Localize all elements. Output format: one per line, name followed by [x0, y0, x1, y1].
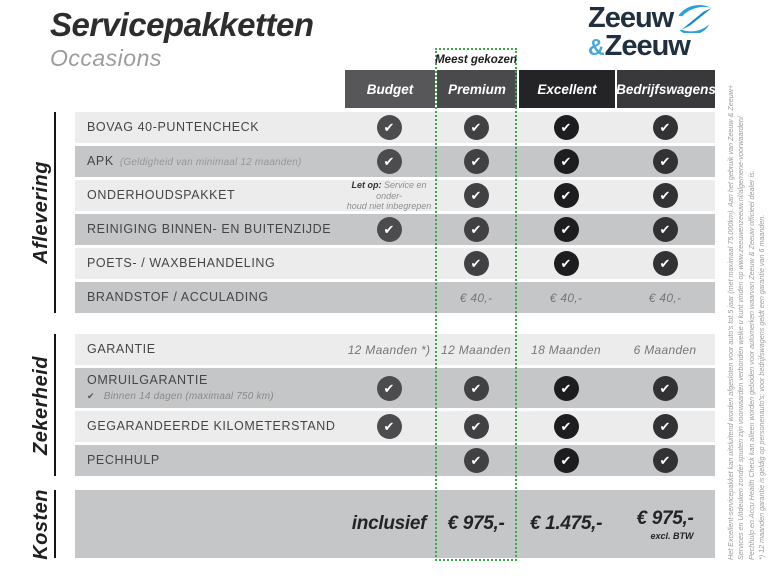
check-icon: ✔: [653, 183, 678, 208]
row-label-subnote: Binnen 14 dagen (maximaal 750 km): [103, 390, 274, 402]
meest-gekozen-badge: [435, 49, 517, 71]
disclaimer-line: Het Excellent-servicepakket kan uitsluitend worden afgesloten voor auto's tot 5 jaar (met maximaal 75.000km). Aan het gebruik van Zeeuw & Zeeuw+: [726, 84, 735, 560]
check-icon: ✔: [554, 217, 579, 242]
check-icon: ✔: [377, 217, 402, 242]
check-icon: ✔: [554, 376, 579, 401]
garantie-value: 6 Maanden: [633, 342, 697, 357]
logo-line-1: [588, 2, 715, 34]
disclaimer-line: Services en Uitdeuken zonder spuiten zijn voorwaarden verbonden welke u kunt vinden op www.zeeuwenzeeuw.nl/algemene-voorwaarden/: [736, 116, 746, 560]
check-icon: ✔: [554, 149, 579, 174]
price-value: € 40,-: [549, 290, 583, 305]
check-icon: ✔: [464, 448, 489, 473]
column-header-budget: Budget: [345, 70, 435, 108]
meest-gekozen-label: Meest gekozen: [435, 54, 517, 66]
z-swoosh-icon: [675, 3, 715, 33]
table-row-garantie: [75, 334, 715, 365]
garantie-value: 12 Maanden: [441, 342, 511, 357]
column-header-excellent: Excellent: [519, 70, 615, 108]
section-marker-zekerheid: [28, 334, 56, 476]
check-icon: ✔: [554, 115, 579, 140]
logo-word-zeeuw: Zeeuw: [588, 2, 674, 34]
logo-word-zeeuw-2: Zeeuw: [604, 30, 690, 62]
table-row-omruilgarantie: [75, 368, 715, 408]
row-label: PECHHULP: [87, 453, 160, 467]
row-label: APK: [87, 153, 114, 168]
check-icon: ✔: [377, 414, 402, 439]
check-icon: ✔: [87, 390, 95, 401]
check-icon: ✔: [464, 149, 489, 174]
logo-line-2: [588, 30, 715, 62]
section-marker-kosten: [28, 490, 56, 558]
table-row-reiniging: [75, 214, 715, 245]
page-title: Servicepakketten: [50, 6, 314, 43]
column-header-premium: Premium: [437, 70, 517, 108]
table-row-gegarandeerde-kilometerstand: [75, 411, 715, 442]
table-row-poets-waxbehandeling: [75, 248, 715, 279]
table-row-kosten: [75, 490, 715, 558]
garantie-value: 18 Maanden: [531, 342, 601, 357]
check-icon: ✔: [554, 414, 579, 439]
row-label: BRANDSTOF / ACCULADING: [87, 290, 269, 304]
check-icon: ✔: [653, 448, 678, 473]
check-icon: ✔: [653, 251, 678, 276]
row-label: BOVAG 40-PUNTENCHECK: [87, 120, 260, 134]
table-row-onderhoudspakket: [75, 180, 715, 211]
kosten-excellent: € 1.475,-: [529, 513, 603, 534]
row-label: GARANTIE: [87, 342, 156, 356]
page-subtitle: Occasions: [50, 45, 162, 71]
row-label: REINIGING BINNEN- EN BUITENZIJDE: [87, 222, 332, 236]
table-row-pechhulp: [75, 445, 715, 476]
check-icon: ✔: [653, 414, 678, 439]
check-icon: ✔: [464, 376, 489, 401]
row-label: GEGARANDEERDE KILOMETERSTAND: [87, 419, 336, 433]
logo-ampersand: &: [588, 34, 604, 60]
row-label-note: (Geldigheid van minimaal 12 maanden): [119, 156, 302, 168]
garantie-value: 12 Maanden *): [347, 342, 431, 357]
kosten-budget: inclusief: [351, 513, 427, 534]
title-block: [50, 6, 314, 72]
kosten-premium: € 975,-: [447, 513, 505, 534]
section-marker-aflevering: [28, 112, 56, 313]
row-label: POETS- / WAXBEHANDELING: [87, 256, 276, 270]
table-row-brandstof-acculading: [75, 282, 715, 313]
column-header-bedrijfswagens: Bedrijfswagens: [617, 70, 715, 108]
check-icon: ✔: [554, 448, 579, 473]
table-header-row: [75, 70, 715, 108]
check-icon: ✔: [464, 217, 489, 242]
section-label: Zekerheid: [29, 355, 52, 455]
section-label: Aflevering: [29, 161, 52, 264]
table-row-apk: [75, 146, 715, 177]
check-icon: ✔: [554, 251, 579, 276]
check-icon: ✔: [377, 376, 402, 401]
legal-disclaimer: [726, 60, 768, 560]
zeeuw-en-zeeuw-logo: [588, 2, 715, 62]
price-value: € 40,-: [459, 290, 493, 305]
check-icon: ✔: [464, 251, 489, 276]
disclaimer-line: *) 12 maanden garantie is geldig op personenauto's; voor bedrijfswagens geldt een garantie van 6 maanden.: [757, 214, 767, 560]
row-label: OMRUILGARANTIE: [87, 372, 208, 387]
check-icon: ✔: [464, 115, 489, 140]
header-spacer: [75, 70, 343, 108]
disclaimer-line: Pechhulp en Accu Health Check kan alleen worden geboden voor automerken waarvan Zeeuw & Zeeuw officieel dealer is.: [746, 170, 756, 560]
check-icon: ✔: [653, 115, 678, 140]
check-icon: ✔: [554, 183, 579, 208]
row-label: ONDERHOUDSPAKKET: [87, 188, 236, 203]
check-icon: ✔: [653, 149, 678, 174]
check-icon: ✔: [653, 217, 678, 242]
check-icon: ✔: [464, 183, 489, 208]
service-packages-table: [75, 70, 715, 558]
let-op-note: Let op: Service en onder- houd niet inbegrepen: [346, 180, 432, 211]
check-icon: ✔: [653, 376, 678, 401]
check-icon: ✔: [464, 414, 489, 439]
table-row-bovag-puntencheck: [75, 112, 715, 143]
check-icon: ✔: [377, 115, 402, 140]
price-value: € 40,-: [648, 290, 682, 305]
section-label: Kosten: [29, 488, 52, 560]
check-icon: ✔: [377, 149, 402, 174]
kosten-bedrijfswagens: € 975,-: [636, 507, 694, 529]
btw-note: excl. BTW: [650, 530, 694, 541]
